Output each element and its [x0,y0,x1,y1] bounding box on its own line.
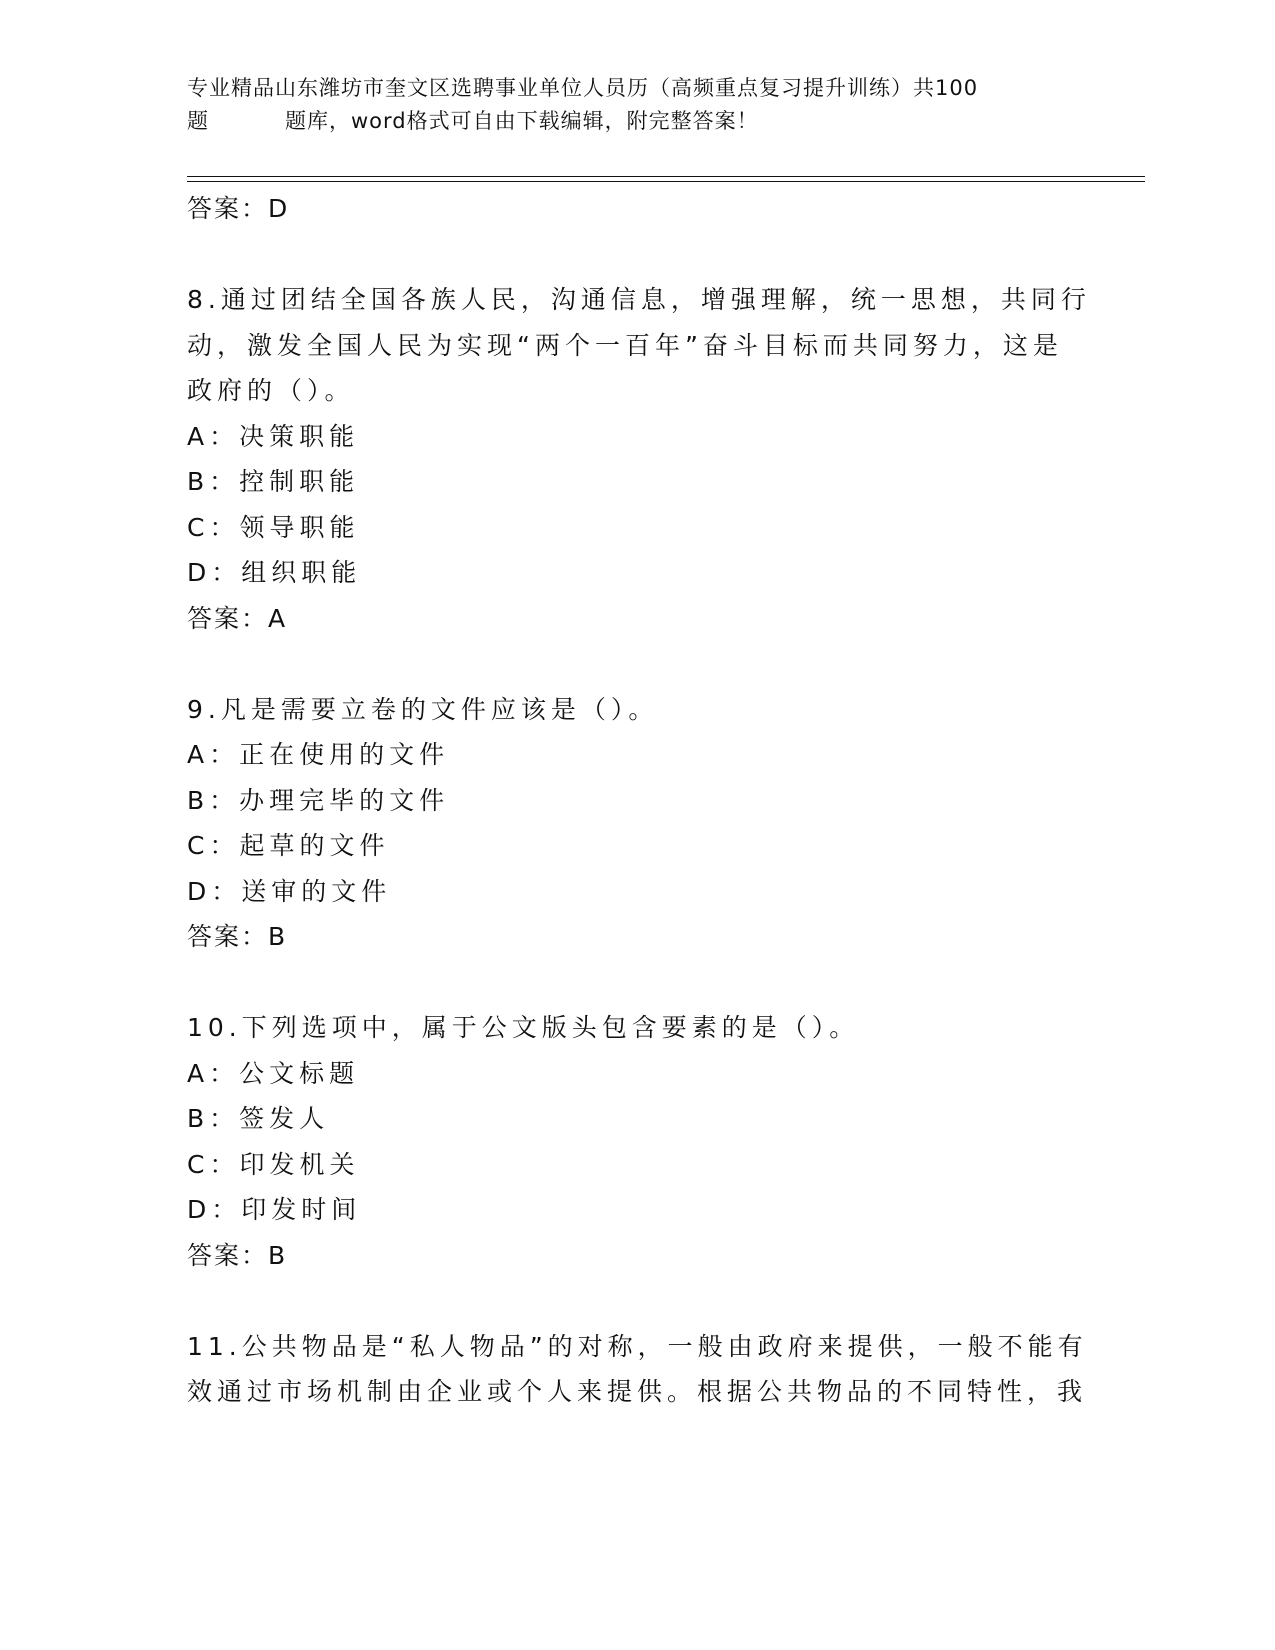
option-d: D：送审的文件 [187,876,392,906]
header-title-line-2 [187,105,1087,138]
option-b: B：办理完毕的文件 [187,785,450,815]
answer-line: 答案：A [187,603,288,633]
question-8 [187,277,1091,641]
option-d: D：组织职能 [187,558,362,587]
option-a: A：决策职能 [187,421,360,451]
document-header [187,72,1087,138]
answer-line: 答案：D [187,194,290,223]
question-text: 11.公共物品是“私人物品”的对称，一般由政府来提供，一般不能有 [187,1331,1088,1361]
header-divider-top [187,176,1145,177]
option-c: C：领导职能 [187,512,360,542]
option-c: C：印发机关 [187,1149,360,1179]
answer-line: 答案：B [187,1240,288,1270]
question-text: 10.下列选项中，属于公文版头包含要素的是（）。 [187,1013,860,1042]
question-text: 8.通过团结全国各族人民，沟通信息，增强理解，统一思想，共同行 [187,285,1091,314]
question-11 [187,1324,1087,1415]
question-9 [187,687,1087,960]
question-text: 效通过市场机制由企业或个人来提供。根据公共物品的不同特性，我 [187,1377,1088,1406]
option-a: A：公文标题 [187,1058,360,1088]
option-c: C：起草的文件 [187,831,390,860]
header-title-line-2-text: 题库，word格式可自由下载编辑，附完整答案！ [285,109,759,133]
header-title-line-1: 专业精品山东潍坊市奎文区选聘事业单位人员历（高频重点复习提升训练）共100 [187,76,979,100]
question-text: 政府的（）。 [187,376,355,405]
option-b: B：签发人 [187,1104,330,1133]
option-d: D：印发时间 [187,1195,362,1224]
option-b: B：控制职能 [187,467,360,496]
header-title-line-2-prefix: 题 [187,109,209,133]
option-a: A：正在使用的文件 [187,740,450,769]
question-10 [187,1005,1087,1278]
question-text: 动，激发全国人民为实现“两个一百年”奋斗目标而共同努力，这是 [187,330,1063,360]
header-divider-bottom [187,181,1145,182]
question-text: 9.凡是需要立卷的文件应该是（）。 [187,694,659,724]
answer-line: 答案：B [187,922,288,951]
document-body [187,186,1091,1415]
